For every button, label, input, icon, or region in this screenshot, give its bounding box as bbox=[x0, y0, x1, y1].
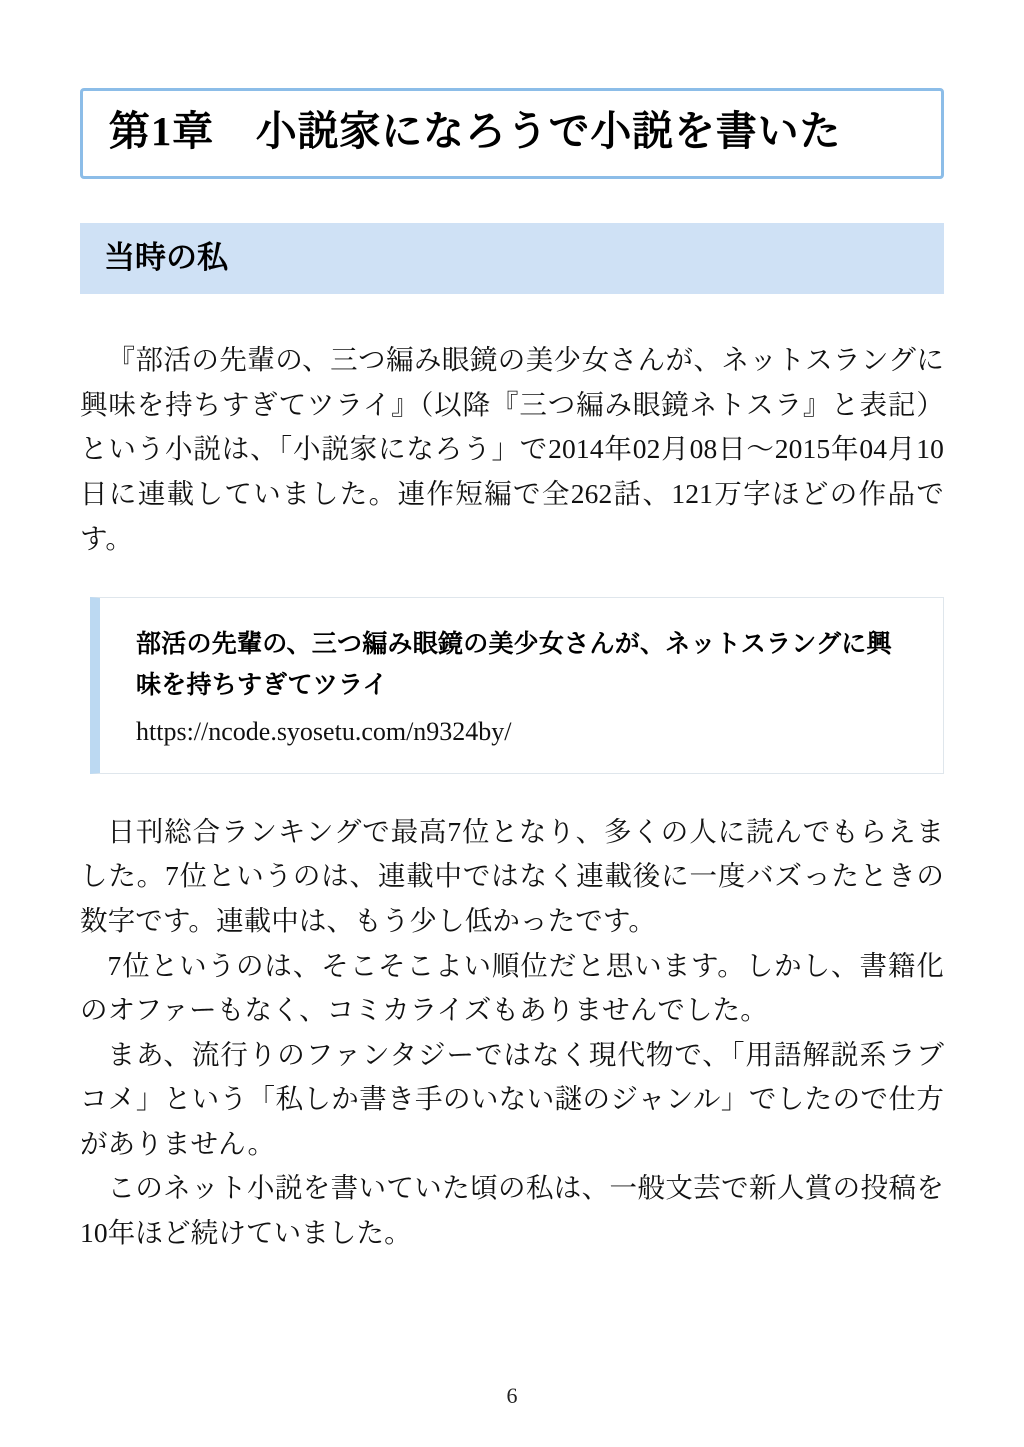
quote-title: 部活の先輩の、三つ編み眼鏡の美少女さんが、ネットスラングに興味を持ちすぎてツライ bbox=[136, 629, 892, 699]
section-heading: 当時の私 bbox=[80, 223, 944, 294]
chapter-title: 第1章 小説家になろうで小説を書いた bbox=[80, 88, 944, 179]
quote-block bbox=[90, 597, 944, 774]
paragraph-intro: 『部活の先輩の、三つ編み眼鏡の美少女さんが、ネットスラングに興味を持ちすぎてツライ』（以降『三つ編み眼鏡ネトスラ』と表記）という小説は、「小説家になろう」で2014年02月08日〜2015年04月10日に連載していました。連作短編で全262話、121万字ほどの作品です。 bbox=[80, 344, 944, 554]
paragraph-genre: まあ、流行りのファンタジーではなく現代物で、「用語解説系ラブコメ」という「私しか書き手のいない謎のジャンル」でしたので仕方がありません。 bbox=[80, 1038, 944, 1159]
quote-url[interactable]: https://ncode.syosetu.com/n9324by/ bbox=[136, 717, 512, 747]
paragraph-career: このネット小説を書いていた頃の私は、一般文芸で新人賞の投稿を10年ほど続けていました。 bbox=[80, 1172, 944, 1248]
page-number: 6 bbox=[506, 1383, 518, 1408]
paragraph-rank-comment: 7位というのは、そこそこよい順位だと思います。しかし、書籍化のオファーもなく、コミカライズもありませんでした。 bbox=[80, 949, 944, 1026]
paragraph-group bbox=[80, 810, 944, 1255]
paragraph-ranking: 日刊総合ランキングで最高7位となり、多くの人に読んでもらえました。7位というのは、連載中ではなく連載後に一度バズったときの数字です。連載中は、もう少し低かったです。 bbox=[80, 815, 944, 936]
